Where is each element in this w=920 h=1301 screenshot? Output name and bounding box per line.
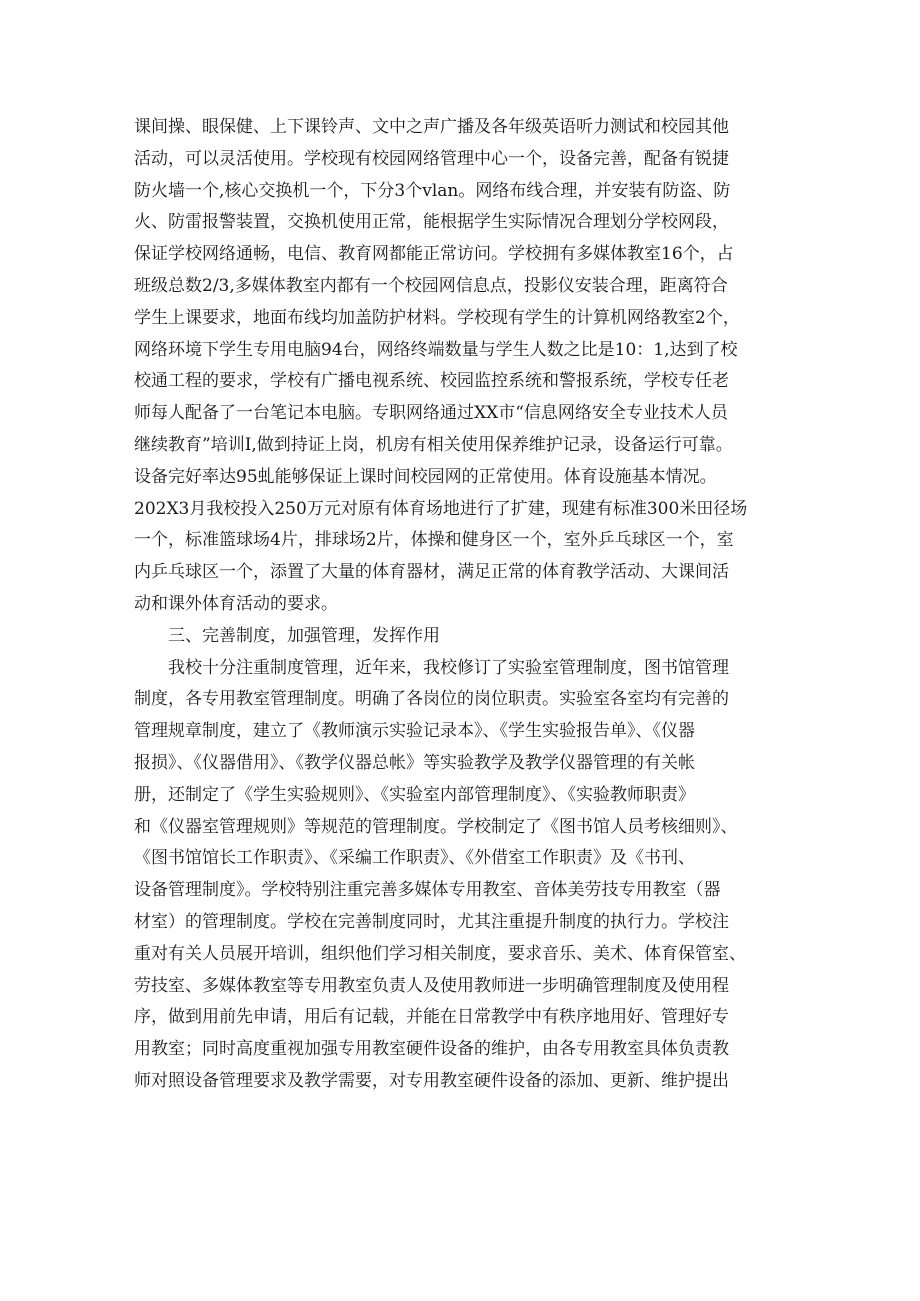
text-line: 202X3月我校投入250万元对原有体育场地进行了扩建，现建有标准300米田径场 [134,498,748,519]
text-line: 《图书馆馆长工作职责》、《采编工作职责》、《外借室工作职责》及《书刊、 [134,848,695,869]
text-line: 活动，可以灵活使用。学校现有校园网络管理中心一个，设备完善，配备有锐捷 [134,148,729,169]
text-line: 网络环境下学生专用电脑94台，网络终端数量与学生人数之比是10：1,达到了校 [134,339,738,360]
text-line: 材室）的管理制度。学校在完善制度同时，尤其注重提升制度的执行力。学校注 [134,911,729,932]
document-body [134,112,794,1098]
text-line: 制度，各专用教室管理制度。明确了各岗位的岗位职责。实验室各室均有完善的 [134,689,729,710]
section-heading: 三、完善制度，加强管理，发挥作用 [168,625,440,646]
text-line: 劳技室、多媒体教室等专用教室负责人及使用教师进一步明确管理制度及使用程 [134,975,729,996]
text-line: 课间操、眼保健、上下课铃声、文中之声广播及各年级英语听力测试和校园其他 [134,117,729,137]
text-line: 保证学校网络通畅，电信、教育网都能正常访问。学校拥有多媒体教室16个，占 [134,244,734,265]
text-line: 师每人配备了一台笔记本电脑。专职网络通过XX市“信息网络安全专业技术人员 [134,403,728,424]
text-line: 用教室；同时高度重视加强专用教室硬件设备的维护，由各专用教室具体负责教 [134,1039,729,1060]
text-line: 一个，标准篮球场4片，排球场2片，体操和健身区一个，室外乒乓球区一个，室 [134,530,734,551]
text-line: 继续教育”培训I,做到持证上岗，机房有相关使用保养维护记录，设备运行可靠。 [134,434,733,455]
text-line: 火、防雷报警装置，交换机使用正常，能根据学生实际情况合理划分学校网段， [134,212,729,233]
text-line: 师对照设备管理要求及教学需要，对专用教室硬件设备的添加、更新、维护提出 [134,1070,729,1091]
text-line: 班级总数2/3,多媒体教室内都有一个校园网信息点，投影仪安装合理，距离符合 [134,275,728,296]
text-line: 内乒乓球区一个，添置了大量的体育器材，满足正常的体育教学活动、大课间活 [134,562,729,583]
text-line: 防火墙一个,核心交换机一个，下分3个vlan。网络布线合理，并安装有防盗、防 [134,180,731,201]
text-line: 设备管理制度》。学校特别注重完善多媒体专用教室、音体美劳技专用教室（器 [134,880,721,901]
text-line: 设备完好率达95虬能够保证上课时间校园网的正常使用。体育设施基本情况。 [134,466,717,487]
text-line: 重对有关人员展开培训，组织他们学习相关制度，要求音乐、美术、体育保管室、 [134,943,746,964]
text-line: 报损》、《仪器借用》、《教学仪器总帐》等实验教学及教学仪器管理的有关帐 [134,752,695,773]
section-heading-block [134,621,794,653]
text-line: 校通工程的要求，学校有广播电视系统、校园监控系统和警报系统，学校专任老 [134,371,729,392]
text-line: 学生上课要求，地面布线均加盖防护材料。学校现有学生的计算机网络教室2个， [134,307,740,328]
text-line: 动和课外体育活动的要求。 [134,593,338,614]
text-line: 管理规章制度，建立了《教师演示实验记录本》、《学生实验报告单》、《仪器 [134,721,695,742]
text-line: 我校十分注重制度管理，近年来，我校修订了实验室管理制度，图书馆管理 [168,657,729,678]
text-line: 序，做到用前先申请，用后有记载，并能在日常教学中有秩序地用好、管理好专 [134,1007,729,1028]
text-line: 和《仪器室管理规则》等规范的管理制度。学校制定了《图书馆人员考核细则》、 [134,816,738,837]
text-line: 册，还制定了《学生实验规则》、《实验室内部管理制度》、《实验教师职责》 [134,784,695,805]
paragraph-facilities [134,112,794,621]
paragraph-management [134,653,794,1098]
